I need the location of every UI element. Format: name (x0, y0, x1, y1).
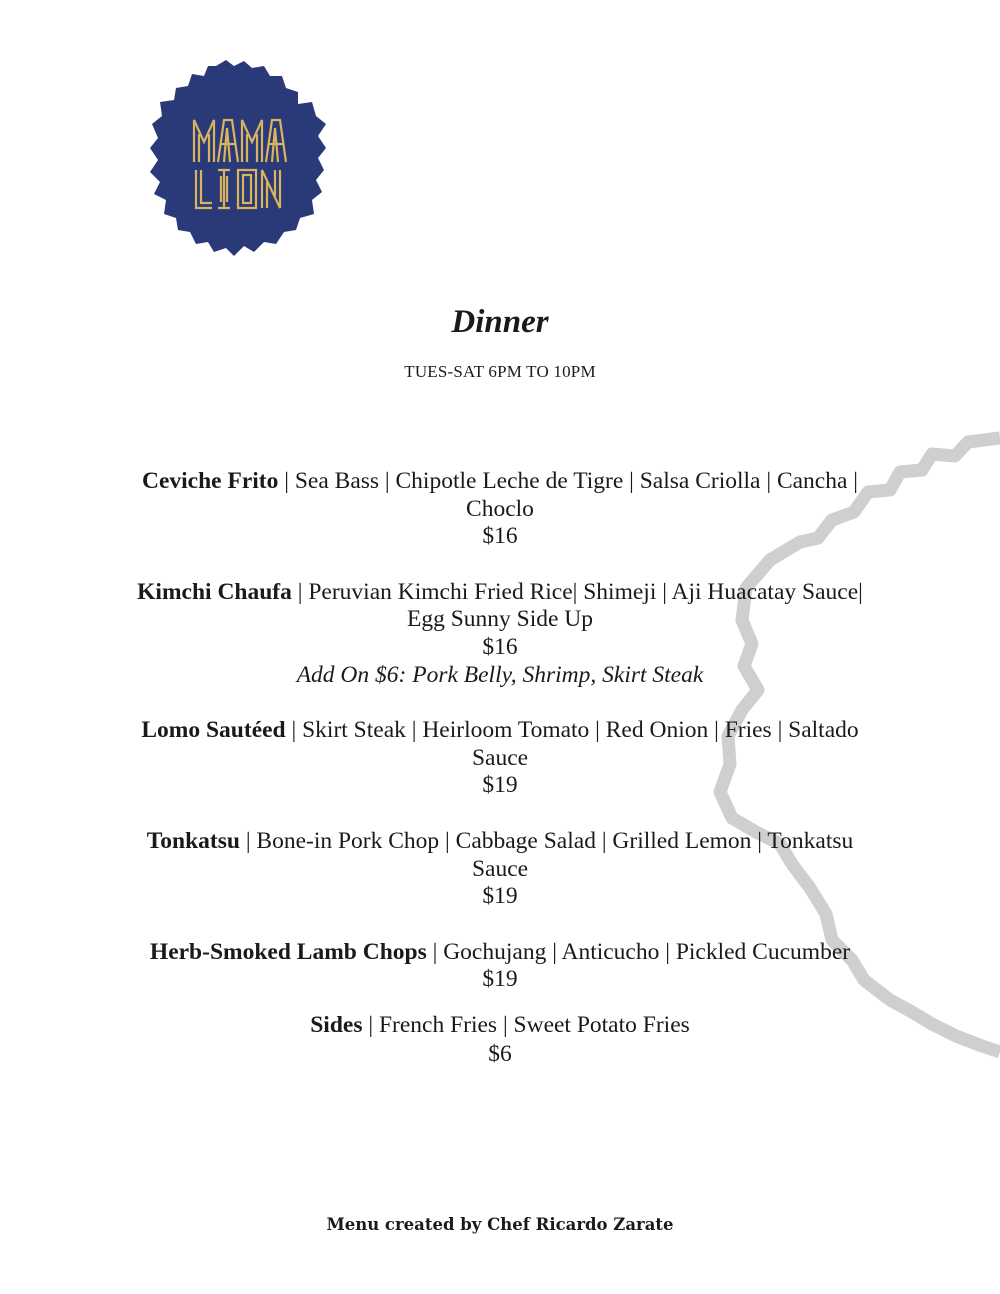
menu-list (120, 468, 880, 1097)
menu-item-price: $16 (482, 633, 518, 660)
menu-item-name: Kimchi Chaufa (137, 578, 292, 605)
menu-item-price: $19 (482, 772, 518, 799)
menu-item-addon: Add On $6: Pork Belly, Shrimp, Skirt Steak (296, 661, 704, 688)
logo-letter-m2 (242, 120, 262, 162)
menu-item-price: $19 (482, 966, 518, 993)
logo-wordmark (146, 58, 328, 258)
menu-item-sides (120, 1011, 880, 1069)
menu-item-kimchi-chaufa (120, 579, 880, 689)
chef-credit: Menu created by Chef Ricardo Zarate (326, 1215, 674, 1234)
menu-item-name: Ceviche Frito (142, 468, 279, 494)
menu-item-name: Lomo Sautéed (141, 717, 286, 744)
mama-lion-logo (146, 58, 328, 258)
page-title: Dinner (451, 304, 549, 340)
logo-letter-i (218, 170, 230, 208)
menu-item-name: Herb-Smoked Lamb Chops (149, 938, 427, 965)
logo-letter-n (262, 170, 280, 208)
menu-item-price: $16 (482, 523, 518, 550)
logo-letter-m1-inner (199, 134, 209, 162)
menu-item-price: $19 (482, 883, 518, 910)
menu-item-name: Tonkatsu (146, 827, 240, 854)
logo-letter-m2-inner (247, 134, 257, 162)
menu-item-description: | Sea Bass | Chipotle Leche de Tigre | Salsa Criolla | Cancha | Choclo (278, 468, 858, 522)
logo-letters (194, 120, 286, 208)
logo-letter-o (238, 170, 256, 208)
menu-item-tonkatsu (120, 828, 880, 911)
menu-item-ceviche-frito (120, 468, 880, 551)
logo-letter-m1 (194, 120, 214, 162)
menu-item-description: | Gochujang | Anticucho | Pickled Cucumber (426, 938, 851, 965)
menu-item-description: | French Fries | Sweet Potato Fries (362, 1011, 690, 1038)
menu-item-lomo-sauteed (120, 717, 880, 800)
logo-letter-l (196, 170, 212, 208)
menu-item-herb-smoked-lamb-chops (120, 939, 880, 994)
opening-hours: TUES-SAT 6PM TO 10PM (404, 362, 596, 381)
menu-item-name: Sides (310, 1011, 363, 1038)
menu-item-description: | Skirt Steak | Heirloom Tomato | Red Onion | Fries | Saltado Sauce (285, 717, 859, 771)
menu-item-description: | Peruvian Kimchi Fried Rice| Shimeji | Aji Huacatay Sauce| Egg Sunny Side Up (291, 578, 863, 633)
menu-item-description: | Bone-in Pork Chop | Cabbage Salad | Grilled Lemon | Tonkatsu Sauce (239, 827, 854, 882)
menu-item-price: $6 (488, 1040, 512, 1067)
